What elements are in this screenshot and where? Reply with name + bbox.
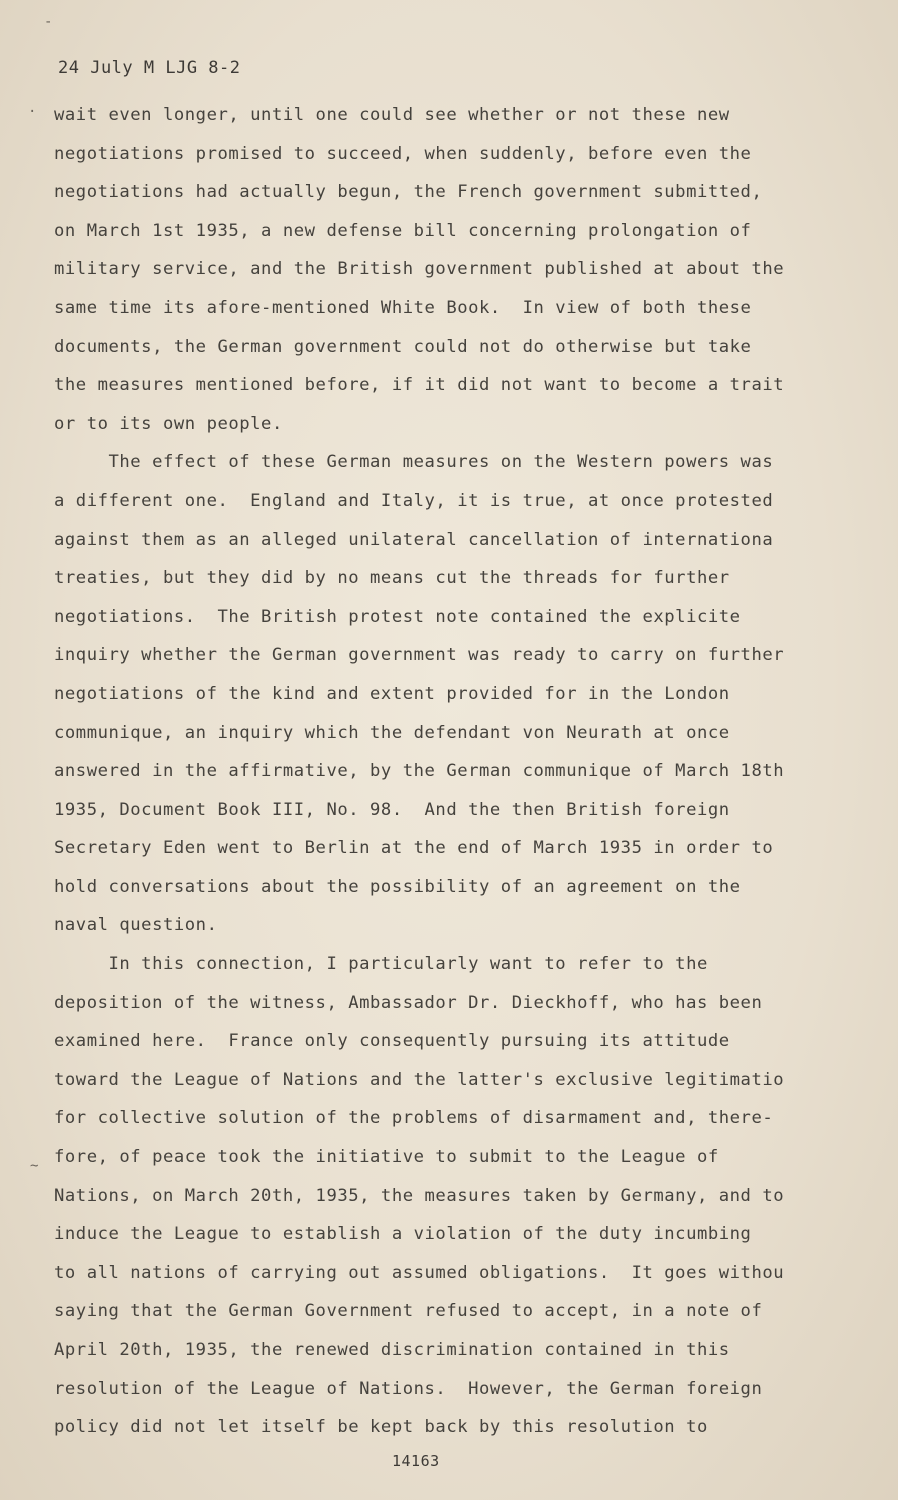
text-line: induce the League to establish a violation of the duty incumbing: [54, 1224, 752, 1245]
text-line: negotiations. The British protest note contained the explicite: [54, 606, 741, 627]
text-line: hold conversations about the possibility of an agreement on the: [54, 876, 741, 897]
text-line: communique, an inquiry which the defendant von Neurath at once: [54, 722, 730, 743]
document-body: [54, 96, 854, 1447]
text-line: for collective solution of the problems of disarmament and, there-: [54, 1108, 774, 1129]
text-line: to all nations of carrying out assumed obligations. It goes withou: [54, 1262, 785, 1283]
text-line: same time its afore-mentioned White Book. In view of both these: [54, 297, 752, 318]
margin-mark-left-2: ~: [30, 1158, 39, 1174]
text-line: wait even longer, until one could see whether or not these new: [54, 105, 730, 125]
text-line: saying that the German Government refused to accept, in a note of: [54, 1301, 763, 1322]
text-line: Nations, on March 20th, 1935, the measures taken by Germany, and to: [54, 1185, 785, 1206]
text-line: against them as an alleged unilateral cancellation of internationa: [54, 529, 774, 550]
text-line: 1935, Document Book III, No. 98. And the then British foreign: [54, 799, 730, 820]
page-number: 14163: [392, 1452, 440, 1470]
text-line: examined here. France only consequently pursuing its attitude: [54, 1031, 730, 1052]
margin-mark-top: -: [44, 14, 53, 30]
text-line: fore, of peace took the initiative to submit to the League of: [54, 1147, 719, 1168]
text-line: naval question.: [54, 915, 218, 936]
text-line: In this connection, I particularly want to refer to the: [54, 954, 708, 975]
text-line: April 20th, 1935, the renewed discrimination contained in this: [54, 1340, 730, 1360]
text-line: the measures mentioned before, if it did not want to become a trait: [54, 375, 785, 396]
text-line: negotiations of the kind and extent provided for in the London: [54, 683, 730, 704]
text-line: on March 1st 1935, a new defense bill concerning prolongation of: [54, 220, 752, 241]
text-line: treaties, but they did by no means cut the threads for further: [54, 568, 730, 589]
text-line: policy did not let itself be kept back by this resolution to: [54, 1417, 708, 1438]
text-line: a different one. England and Italy, it is true, at once protested: [54, 490, 774, 511]
document-header: 24 July M LJG 8-2: [58, 58, 241, 78]
text-line: answered in the affirmative, by the German communique of March 18th: [54, 761, 785, 782]
text-line: deposition of the witness, Ambassador Dr. Dieckhoff, who has been: [54, 992, 763, 1013]
text-line: military service, and the British government published at about the: [54, 259, 785, 280]
margin-mark-left-1: ·: [28, 104, 37, 120]
text-line: toward the League of Nations and the latter's exclusive legitimatio: [54, 1069, 785, 1090]
text-line: negotiations promised to succeed, when suddenly, before even the: [54, 143, 752, 164]
text-line: negotiations had actually begun, the French government submitted,: [54, 182, 763, 203]
text-line: or to its own people.: [54, 413, 283, 434]
text-line: resolution of the League of Nations. However, the German foreign: [54, 1378, 763, 1399]
text-line: inquiry whether the German government was ready to carry on further: [54, 645, 785, 666]
text-line: Secretary Eden went to Berlin at the end of March 1935 in order to: [54, 838, 774, 859]
text-line: The effect of these German measures on the Western powers was: [54, 452, 774, 473]
text-line: documents, the German government could not do otherwise but take: [54, 336, 752, 357]
